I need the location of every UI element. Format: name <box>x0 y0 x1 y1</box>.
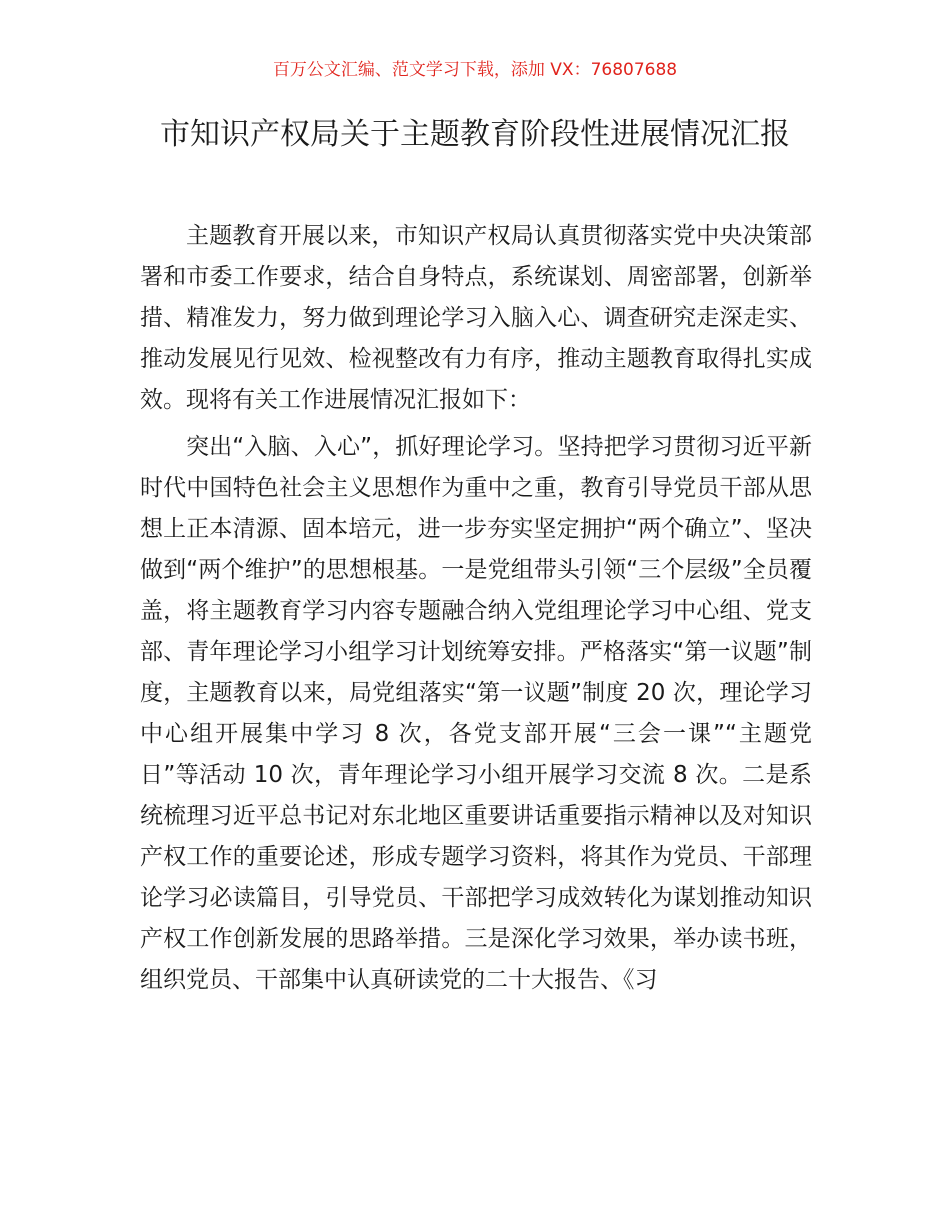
header-watermark-note: 百万公文汇编、范文学习下载，添加 VX：76807688 <box>272 60 678 80</box>
document-title: 市知识产权局关于主题教育阶段性进展情况汇报 <box>160 117 790 152</box>
document-body <box>140 216 812 1007</box>
paragraph-intro: 主题教育开展以来，市知识产权局认真贯彻落实党中央决策部署和市委工作要求，结合自身特点，系统谋划、周密部署，创新举措、精准发力，努力做到理论学习入脑入心、调查研究走深走实、推动发展见行见效、检视整改有力有序，推动主题教育取得扎实成效。现将有关工作进展情况汇报如下： <box>140 223 812 413</box>
paragraph-theory-study: 突出“入脑、入心”，抓好理论学习。坚持把学习贯彻习近平新时代中国特色社会主义思想作为重中之重，教育引导党员干部从思想上正本清源、固本培元，进一步夯实坚定拥护“两个确立”、坚决做到“两个维护”的思想根基。一是党组带头引领“三个层级”全员覆盖，将主题教育学习内容专题融合纳入党组理论学习中心组、党支部、青年理论学习小组学习计划统筹安排。严格落实“第一议题”制度，主题教育以来，局党组落实“第一议题”制度 20 次，理论学习中心组开展集中学习 8 次，各党支部开展“三会一课”“主题党日”等活动 10 次，青年理论学习小组开展学习交流 8 次。二是系统梳理习近平总书记对东北地区重要讲话重要指示精神以及对知识产权工作的重要论述，形成专题学习资料，将其作为党员、干部理论学习必读篇目，引导党员、干部把学习成效转化为谋划推动知识产权工作创新发展的思路举措。三是深化学习效果，举办读书班，组织党员、干部集中认真研读党的二十大报告、《习 <box>140 434 812 993</box>
